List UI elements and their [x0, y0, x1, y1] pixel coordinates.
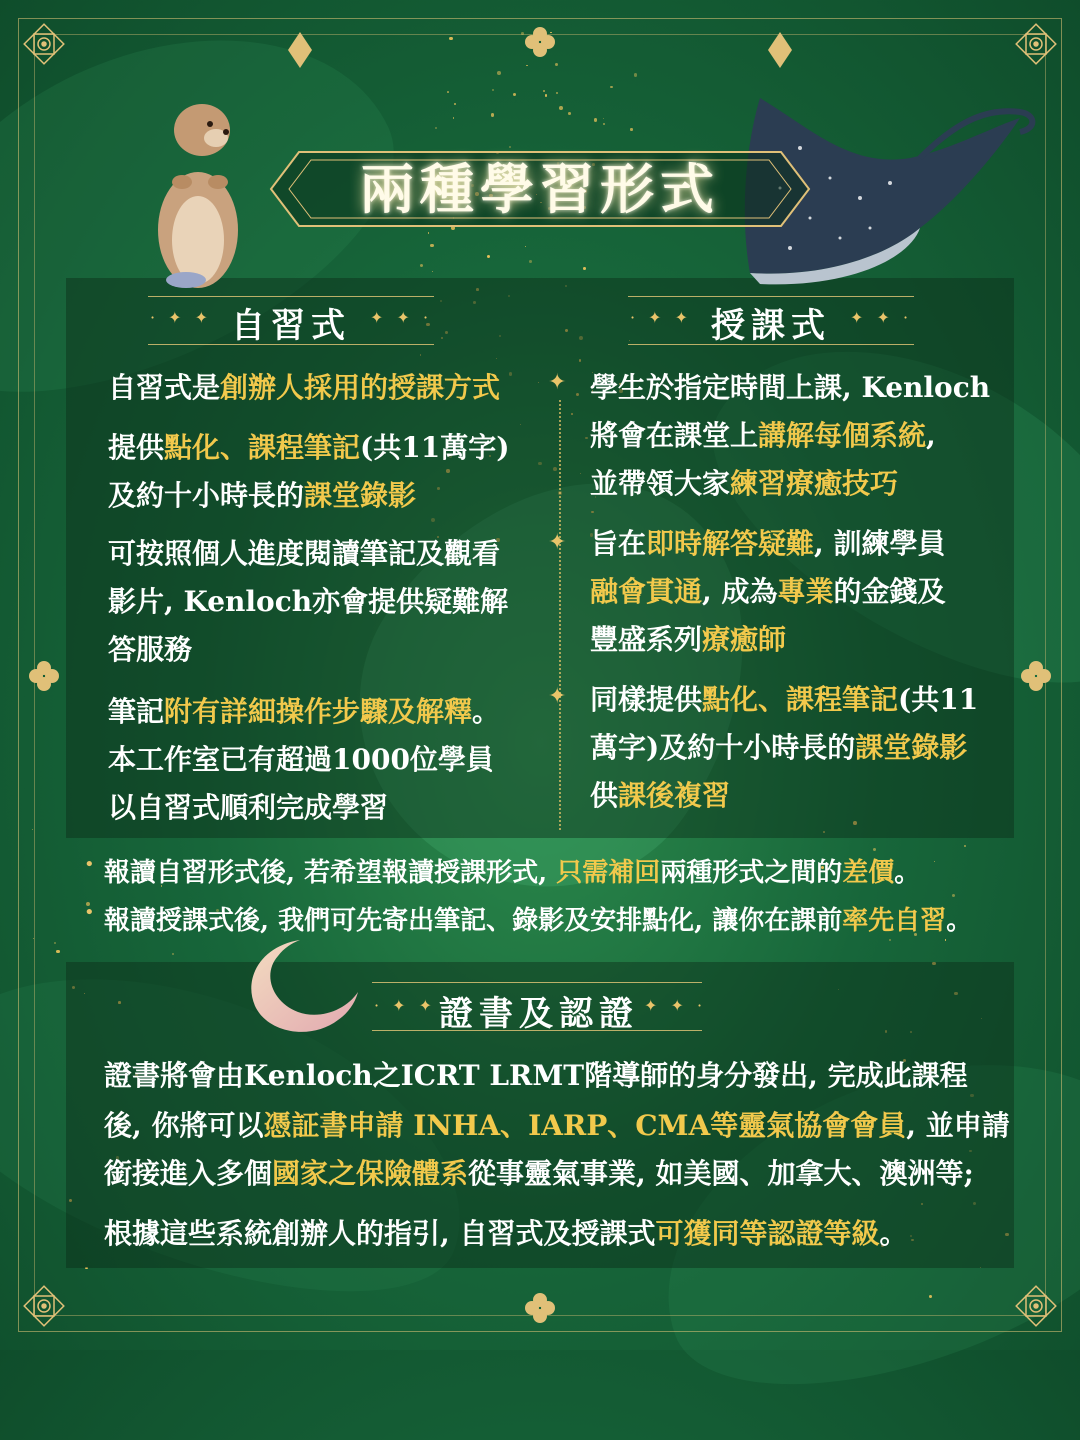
- sparkle-dot: [610, 86, 612, 88]
- sparkle-dot: [529, 260, 532, 263]
- diamond-icon: [288, 32, 312, 68]
- self-study-heading: 自習式: [231, 306, 351, 346]
- sparkle-dot: [568, 112, 571, 115]
- divider-line: [372, 982, 702, 983]
- certificate-heading: 證書及認證: [439, 994, 639, 1034]
- dot-bullet-icon: •: [84, 902, 95, 923]
- star-divider-icon: · ✦ ✦: [150, 308, 213, 327]
- sparkle-dot: [583, 267, 586, 270]
- certificate-line-2: 後, 你將可以憑証書申請 INHA、IARP、CMA等靈氣協會會員, 並申請: [104, 1109, 1010, 1142]
- class-study-point-2: 旨在即時解答疑難, 訓練學員 融會貫通, 成為專業的金錢及 豐盛系列療癒師: [590, 527, 946, 656]
- ornate-corner-icon: [20, 1282, 68, 1330]
- note-2: 報讀授課式後, 我們可先寄出筆記、錄影及安排點化, 讓你在課前率先自習。: [104, 906, 973, 936]
- divider-line: [628, 296, 914, 297]
- sparkle-dot: [634, 73, 637, 76]
- clover-icon: [28, 660, 60, 692]
- sparkle-dot: [449, 37, 452, 40]
- sparkle-dot: [559, 106, 563, 110]
- clover-icon: [1020, 660, 1052, 692]
- crescent-moon-illustration: [240, 936, 360, 1036]
- title-banner: [285, 150, 795, 228]
- self-study-point-1: 自習式是創辦人採用的授課方式: [108, 371, 501, 404]
- divider-line: [148, 296, 434, 297]
- star-bullet-icon: ✦: [548, 684, 567, 709]
- sparkle-dot: [543, 90, 545, 92]
- class-study-point-3: 同樣提供點化、課程筆記(共11 萬字)及約十小時長的課堂錄影 供課後複習: [590, 683, 979, 812]
- sparkle-dot: [929, 1295, 932, 1298]
- sparkle-dot: [447, 91, 449, 93]
- clover-icon: [524, 26, 556, 58]
- sparkle-dot: [56, 950, 59, 953]
- sparkle-dot: [497, 71, 501, 75]
- sparkle-dot: [555, 63, 558, 66]
- ornate-corner-icon: [1012, 1282, 1060, 1330]
- otter-illustration: [146, 90, 246, 290]
- column-divider: [559, 400, 561, 830]
- star-divider-icon: · ✦ ✦: [630, 308, 693, 327]
- sparkle-dot: [521, 32, 524, 35]
- certificate-line-4: 根據這些系統創辦人的指引, 自習式及授課式可獲同等認證等級。: [104, 1217, 908, 1250]
- sparkle-dot: [545, 94, 547, 96]
- sparkle-dot: [952, 894, 955, 897]
- ornate-corner-icon: [1012, 20, 1060, 68]
- self-study-point-2: 提供點化、課程筆記(共11萬字) 及約十小時長的課堂錄影: [108, 431, 510, 512]
- clover-icon: [524, 1292, 556, 1324]
- note-1: 報讀自習形式後, 若希望報讀授課形式, 只需補回兩種形式之間的差價。: [104, 858, 921, 888]
- self-study-point-3: 可按照個人進度閱讀筆記及觀看 影片, Kenloch亦會提供疑難解 答服務: [108, 537, 509, 666]
- certificate-line-3: 銜接進入多個國家之保險體系從事靈氣事業, 如美國、加拿大、澳洲等;: [104, 1157, 974, 1190]
- star-divider-icon: ✦ ✦ ·: [850, 308, 913, 327]
- sparkle-dot: [945, 939, 947, 941]
- sparkle-dot: [889, 939, 891, 941]
- sparkle-dot: [603, 123, 605, 125]
- star-divider-icon: ✦ ✦ ·: [370, 308, 433, 327]
- dot-bullet-icon: •: [84, 854, 95, 875]
- ornate-corner-icon: [20, 20, 68, 68]
- page-title: 兩種學習形式: [360, 157, 720, 221]
- star-bullet-icon: ✦: [548, 370, 567, 395]
- certificate-line-1: 證書將會由Kenloch之ICRT LRMT階導師的身分發出, 完成此課程: [104, 1059, 968, 1092]
- sparkle-dot: [526, 65, 527, 66]
- class-study-point-1: 學生於指定時間上課, Kenloch 將會在課堂上講解每個系統, 並帶領大家練習療癒技巧: [590, 371, 991, 500]
- sparkle-dot: [435, 127, 437, 129]
- star-divider-icon: ✦ ✦ ·: [644, 996, 707, 1015]
- sparkle-dot: [491, 113, 495, 117]
- star-divider-icon: · ✦ ✦: [374, 996, 437, 1015]
- star-bullet-icon: ✦: [548, 530, 567, 555]
- self-study-point-4: 筆記附有詳細操作步驟及解釋。 本工作室已有超過1000位學員 以自習式順利完成學習: [108, 695, 501, 824]
- diamond-icon: [768, 32, 792, 68]
- class-study-heading: 授課式: [711, 306, 831, 346]
- sparkle-dot: [603, 118, 604, 119]
- sparkle-dot: [630, 128, 632, 130]
- sparkle-dot: [432, 271, 433, 272]
